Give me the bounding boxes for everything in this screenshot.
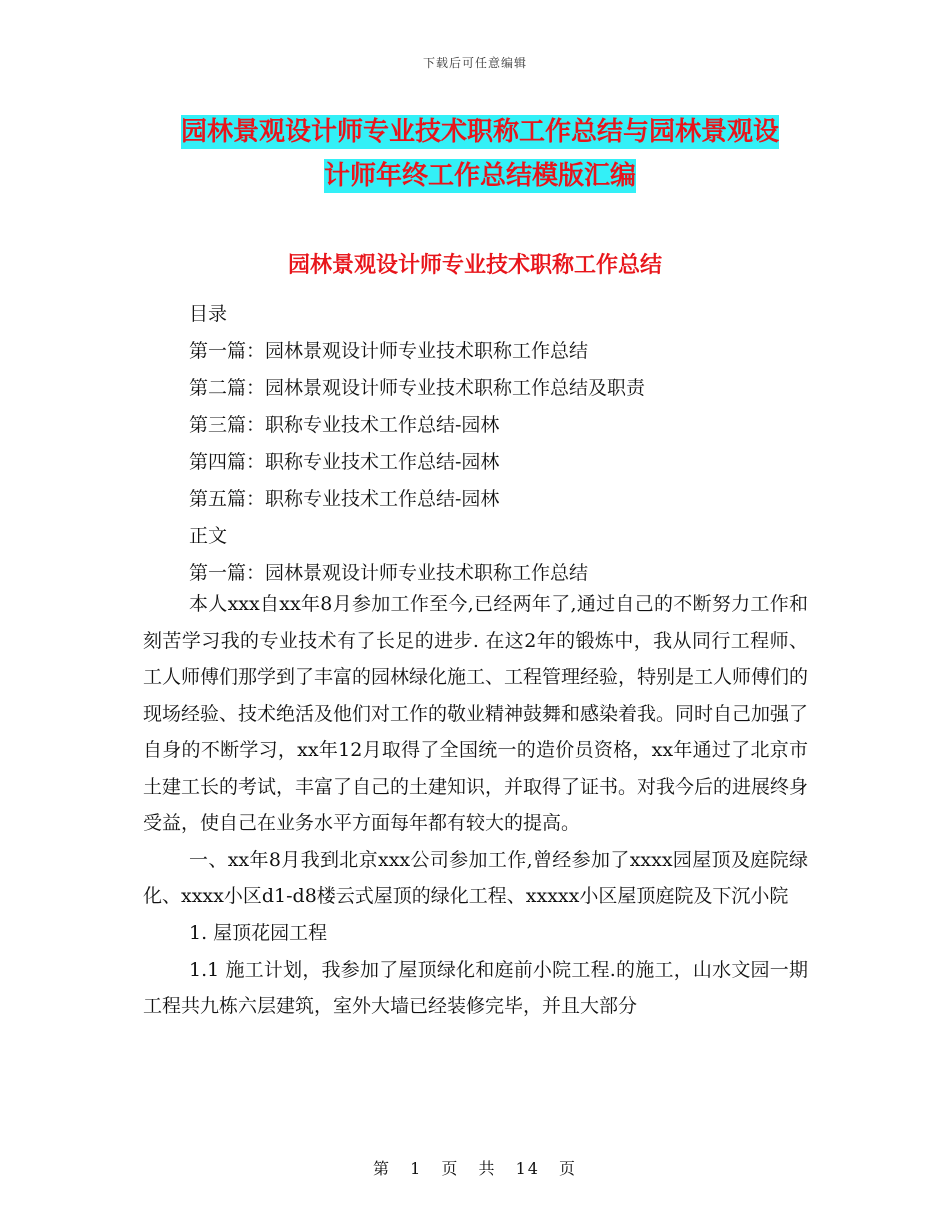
body-text — [143, 586, 808, 1025]
toc-heading: 目录 — [189, 303, 228, 325]
chapter-heading: 第一篇：园林景观设计师专业技术职称工作总结 — [189, 562, 589, 584]
section-title: 园林景观设计师专业技术职称工作总结 — [287, 253, 662, 278]
footer-total-pages: 14 — [515, 1159, 540, 1178]
main-title — [140, 110, 820, 198]
page-footer — [0, 1156, 950, 1179]
toc-item: 第一篇：园林景观设计师专业技术职称工作总结 — [189, 340, 589, 362]
footer-prefix: 第 — [372, 1159, 391, 1178]
footer-page-word: 页 — [441, 1159, 460, 1178]
toc-item: 第五篇：职称专业技术工作总结-园林 — [189, 488, 500, 510]
toc-item: 第二篇：园林景观设计师专业技术职称工作总结及职责 — [189, 377, 646, 399]
subsection-heading: 1. 屋顶花园工程 — [189, 921, 328, 944]
main-title-line-1: 园林景观设计师专业技术职称工作总结与园林景观设 — [180, 117, 779, 147]
header-note: 下载后可任意编辑 — [422, 56, 527, 70]
main-title-line-2: 计师年终工作总结模版汇编 — [323, 161, 636, 191]
toc-item: 第三篇：职称专业技术工作总结-园林 — [189, 414, 500, 436]
paragraph-plan: 1.1 施工计划，我参加了屋顶绿化和庭前小院工程.的施工，山水文园一期工程共九栋六层建筑，室外大墙已经装修完毕，并且大部分 — [143, 958, 808, 1017]
paragraph-section-one: 一、xx年8月我到北京xxx公司参加工作,曾经参加了xxxx园屋顶及庭院绿化、xxxx小区d1-d8楼云式屋顶的绿化工程、xxxxx小区屋顶庭院及下沉小院 — [143, 848, 808, 907]
paragraph-intro: 本人xxx自xx年8月参加工作至今,已经两年了,通过自己的不断努力工作和刻苦学习我的专业技术有了长足的进步. 在这2年的锻炼中，我从同行工程师、工人师傅们那学到了丰富的园林绿化施工、工程管理经验，特别是工人师傅们的现场经验、技术绝活及他们对工作的敬业精神鼓舞和感染着我。同时自己加强了自身的不断学习，xx年12月取得了全国统一的造价员资格，xx年通过了北京市土建工长的考试，丰富了自己的土建知识，并取得了证书。对我今后的进展终身受益，使自己在业务水平方面每年都有较大的提高。 — [143, 593, 809, 834]
footer-suffix: 页 — [559, 1159, 578, 1178]
footer-page-number: 1 — [410, 1159, 423, 1178]
table-of-contents — [189, 296, 645, 592]
footer-total-word: 共 — [478, 1159, 497, 1178]
body-heading: 正文 — [189, 525, 228, 547]
toc-item: 第四篇：职称专业技术工作总结-园林 — [189, 451, 500, 473]
